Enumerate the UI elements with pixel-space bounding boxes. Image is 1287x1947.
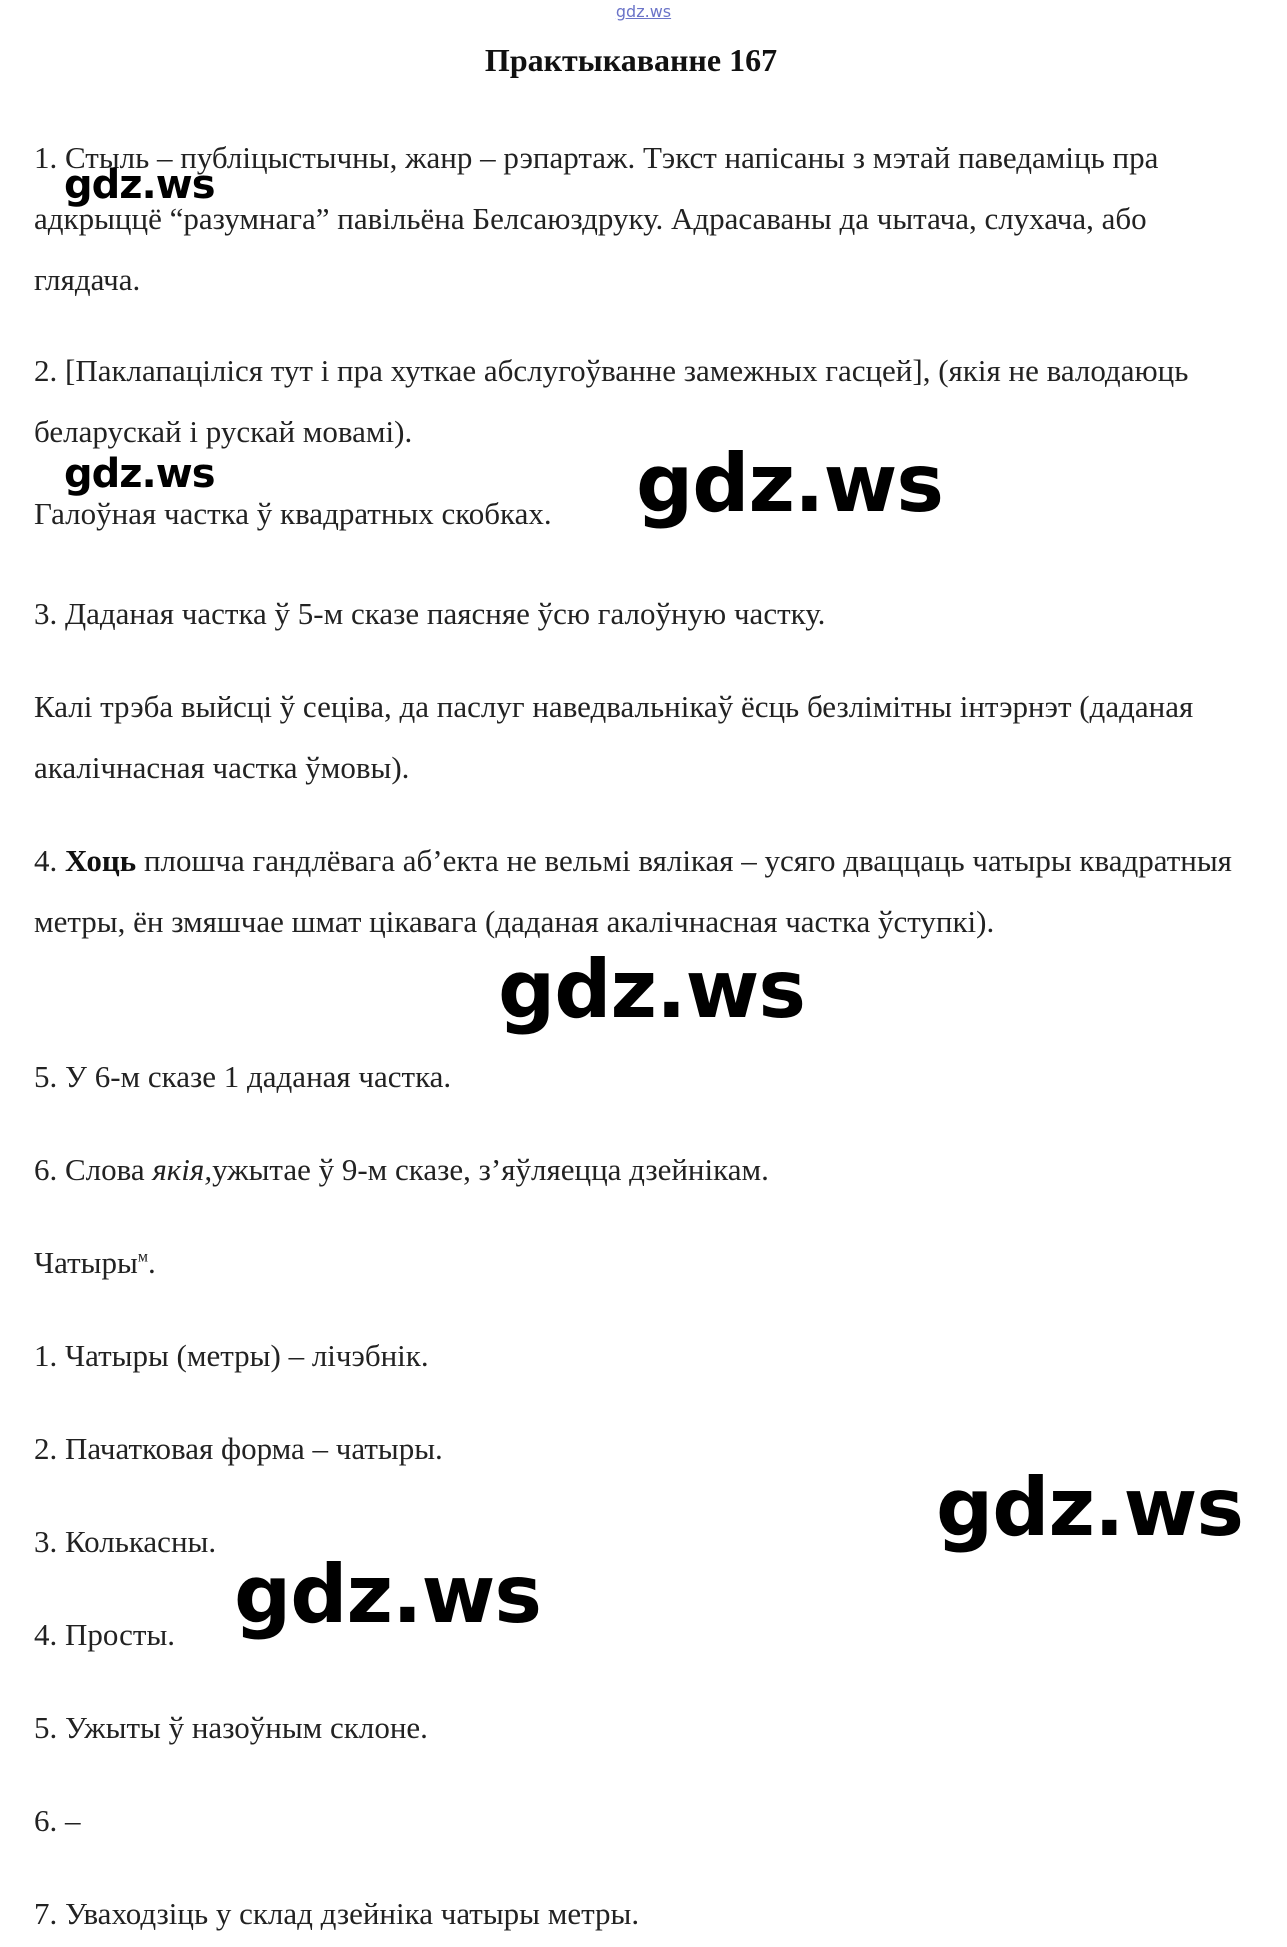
paragraph-6-rest: плошча гандлёвага аб’екта не вельмі вялікая – усяго дваццаць чатыры квадратныя метры, ён змяшчае шмат цікавага (даданая акалічнасная частка ўступкі).	[34, 843, 1232, 939]
paragraph-14: 5. Ужыты ў назоўным склоне.	[34, 1710, 428, 1745]
paragraph-3: Галоўная частка ў квадратных скобках.	[34, 496, 552, 531]
paragraph-6-bold-word: Хоць	[65, 843, 137, 878]
paragraph-9-word: Чатыры	[34, 1245, 138, 1280]
paragraph-6-number: 4.	[34, 843, 58, 878]
paragraph-4: 3. Даданая частка ў 5-м сказе паясняе ўсю галоўную частку.	[34, 596, 826, 631]
paragraph-8-start: 6. Слова	[34, 1152, 145, 1187]
paragraph-9-period: .	[147, 1245, 156, 1280]
paragraph-12: 3. Колькасны.	[34, 1524, 217, 1559]
paragraph-8-italic-word: якія,	[152, 1152, 213, 1187]
paragraph-2: 2. [Паклапаціліся тут і пра хуткае абслугоўванне замежных гасцей], (якія не валодаюць беларускай і рускай мовамі).	[34, 353, 1189, 449]
paragraph-16: 7. Уваходзіць у склад дзейніка чатыры метры.	[34, 1896, 640, 1931]
paragraph-10: 1. Чатыры (метры) – лічэбнік.	[34, 1338, 429, 1373]
page-title: Практыкаванне 167	[484, 42, 778, 78]
top-watermark-link: gdz.ws	[615, 2, 672, 21]
paragraph-9	[34, 1232, 1244, 1293]
paragraph-9-superscript: м	[137, 1248, 148, 1266]
paragraph-15: 6. –	[34, 1803, 81, 1838]
paragraph-6	[34, 830, 1244, 952]
watermark-text: gdz.ws	[498, 943, 806, 1036]
paragraph-5: Калі трэба выйсці ў сеціва, да паслуг наведвальнікаў ёсць безлімітны інтэрнэт (даданая акалічнасная частка ўмовы).	[34, 689, 1194, 785]
watermark-text: gdz.ws	[64, 162, 215, 208]
paragraph-8-end: ужытае ў 9-м сказе, з’яўляецца дзейнікам.	[212, 1152, 769, 1187]
paragraph-11: 2. Пачатковая форма – чатыры.	[34, 1431, 443, 1466]
watermark-text: gdz.ws	[936, 1461, 1244, 1554]
watermark-text: gdz.ws	[64, 451, 215, 497]
paragraph-13: 4. Просты.	[34, 1617, 176, 1652]
watermark-text: gdz.ws	[234, 1548, 542, 1641]
paragraph-7: 5. У 6-м сказе 1 даданая частка.	[34, 1059, 452, 1094]
paragraph-8	[34, 1139, 1244, 1200]
paragraph-1: 1. Стыль – публіцыстычны, жанр – рэпартаж. Тэкст напісаны з мэтай паведаміць пра адкрыццё “разумнага” павільёна Белсаюздруку. Адрасаваны да чытача, слухача, або глядача.	[34, 140, 1159, 297]
watermark-text: gdz.ws	[636, 437, 944, 530]
